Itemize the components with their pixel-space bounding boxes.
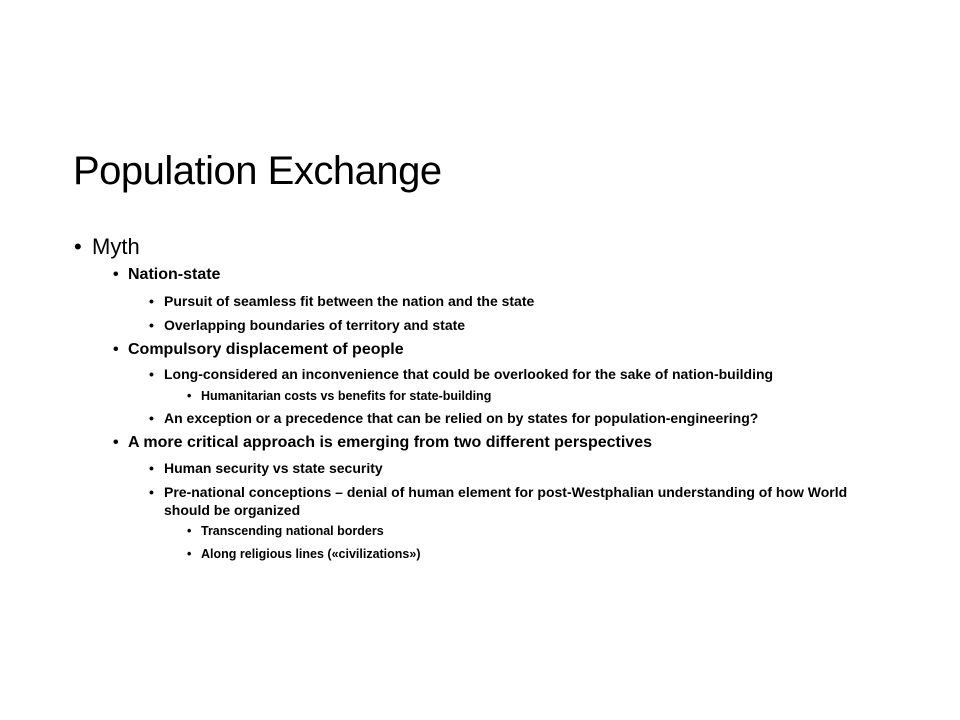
bullet-icon: • [149, 484, 154, 500]
bullet-item-pre-national [149, 483, 879, 519]
bullet-text: Long-considered an inconvenience that could be overlooked for the sake of nation-building [164, 366, 774, 382]
bullet-text: Overlapping boundaries of territory and state [164, 317, 466, 333]
bullet-icon: • [113, 341, 119, 358]
slide-title: Population Exchange [73, 149, 442, 193]
bullet-item-myth [74, 234, 140, 260]
bullet-text: Human security vs state security [164, 460, 383, 476]
bullet-text: Pre-national conceptions – denial of human element for post-Westphalian understanding of how World should be organized [164, 484, 848, 518]
bullet-icon: • [187, 547, 192, 561]
bullet-icon: • [113, 434, 119, 451]
bullet-item-nation-state [113, 265, 221, 285]
bullet-text: Compulsory displacement of people [128, 341, 404, 358]
bullet-item-human-security [149, 459, 383, 477]
bullet-text: A more critical approach is emerging from two different perspectives [128, 434, 652, 451]
bullet-text: Nation-state [128, 266, 221, 283]
bullet-icon: • [149, 293, 154, 309]
bullet-icon: • [149, 317, 154, 333]
bullet-text: Transcending national borders [201, 524, 384, 538]
bullet-item-overlapping-boundaries [149, 316, 466, 334]
bullet-item-compulsory-displacement [113, 340, 404, 360]
bullet-icon: • [149, 410, 154, 426]
bullet-item-humanitarian-costs [187, 388, 492, 404]
bullet-text: Humanitarian costs vs benefits for state-building [201, 389, 492, 403]
bullet-icon: • [149, 366, 154, 382]
bullet-item-religious-lines [187, 546, 421, 562]
bullet-item-exception-precedence [149, 409, 759, 427]
bullet-icon: • [149, 460, 154, 476]
bullet-item-long-considered [149, 365, 774, 383]
bullet-text: Myth [92, 234, 140, 259]
bullet-icon: • [113, 266, 119, 283]
bullet-text: Along religious lines («civilizations») [201, 547, 421, 561]
bullet-text: An exception or a precedence that can be relied on by states for population-engineering? [164, 410, 759, 426]
bullet-item-critical-approach [113, 433, 652, 453]
bullet-item-seamless-fit [149, 292, 535, 310]
bullet-icon: • [187, 389, 192, 403]
bullet-icon: • [187, 524, 192, 538]
bullet-icon: • [74, 234, 82, 259]
bullet-item-transcending-borders [187, 523, 384, 539]
bullet-text: Pursuit of seamless fit between the nation and the state [164, 293, 535, 309]
